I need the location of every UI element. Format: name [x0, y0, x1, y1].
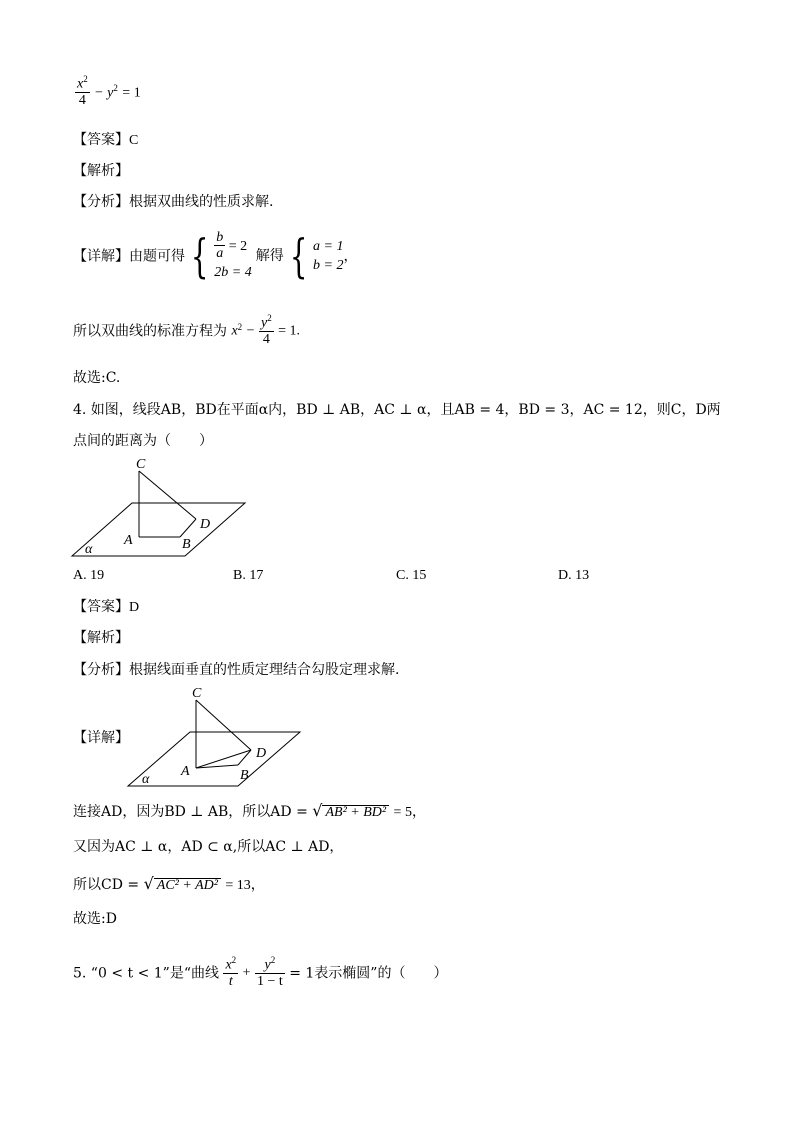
q3-choose: 故选:C.: [73, 370, 121, 386]
system-1: $\frac{b}{a}$ = 2 2b = 4: [214, 230, 252, 281]
label-A: A: [124, 533, 133, 548]
option-d[interactable]: D. 13: [558, 568, 590, 583]
q4-detail-line1: 连接AD，因为BD ⊥ AB，所以AD = √ AB² + BD² = 5，: [73, 801, 426, 820]
label-A-2: A: [181, 764, 190, 779]
plane-alpha: [72, 503, 245, 556]
system-2: a = 1 b = 2: [313, 238, 344, 274]
q4-answer: 【答案】D: [73, 599, 140, 615]
label-alpha-2: α: [142, 772, 150, 787]
q5-stem: 5. “0 < t < 1”是“曲线 $\frac{x^2}{t}$ + $\frac{y^2}{1 - t}$ = 1表示椭圆”的（ ）: [73, 955, 448, 990]
plane-alpha-2: [128, 732, 300, 786]
q4-detail-line3: 所以CD = √ AC² + AD² = 13，: [73, 874, 265, 893]
q4-detail-label: 【详解】: [73, 730, 129, 746]
label-B: B: [182, 537, 191, 552]
q4-fenxi: 【分析】根据线面垂直的性质定理结合勾股定理求解.: [73, 662, 400, 678]
label-C-2: C: [192, 686, 202, 701]
left-brace-2: {: [289, 229, 308, 284]
label-D: D: [200, 517, 211, 532]
q4-choose: 故选:D: [73, 911, 117, 927]
q4-detail-figure: [120, 680, 310, 792]
q4-stem-line1: 4. 如图，线段AB，BD在平面α内，BD ⊥ AB，AC ⊥ α，且AB = 4，BD = 3，AC = 12，则C，D两: [73, 402, 721, 418]
q3-analysis-label: 【解析】: [73, 163, 129, 179]
q3-detail: 【详解】由题可得 { $\frac{b}{a}$ = 2 2b = 4 解得 { a = 1 b = 2 ，: [73, 229, 358, 284]
option-c[interactable]: C. 15: [396, 568, 427, 583]
label-B-2: B: [240, 768, 249, 783]
label-D-2: D: [256, 746, 267, 761]
label-alpha: α: [85, 542, 93, 557]
q3-fenxi: 【分析】根据双曲线的性质求解.: [73, 194, 274, 210]
q3-answer: 【答案】C: [73, 132, 139, 148]
q4-analysis-label: 【解析】: [73, 630, 129, 646]
option-a[interactable]: A. 19: [73, 568, 105, 583]
option-b[interactable]: B. 17: [233, 568, 264, 583]
q4-figure: [60, 450, 260, 565]
label-C: C: [136, 457, 146, 472]
left-brace-1: {: [190, 229, 209, 284]
top-formula: $\frac{x^2}{4}$ − $y^2 = 1$: [77, 74, 141, 109]
q4-detail-line2: 又因为AC ⊥ α，AD ⊂ α,所以AC ⊥ AD，: [73, 839, 344, 855]
q3-standard-equation: 所以双曲线的标准方程为 $x^2$ − $\frac{y^2}{4}$ = 1.: [73, 313, 301, 348]
q4-stem-line2: 点间的距离为（ ）: [73, 433, 213, 449]
